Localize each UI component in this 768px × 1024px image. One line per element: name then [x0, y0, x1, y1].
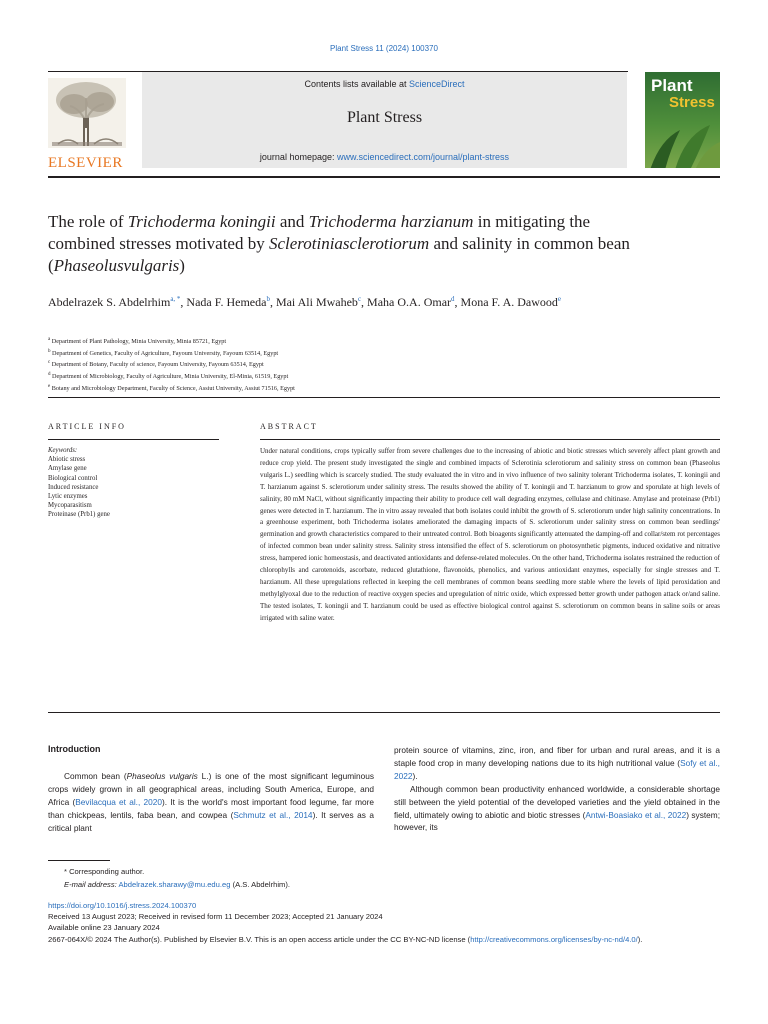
affiliation-item: [48, 382, 720, 394]
affil-text: Department of Genetics, Faculty of Agriculture, Fayoum University, Fayoum 63514, Egypt: [52, 349, 279, 357]
corresponding-footnote: [48, 866, 720, 891]
body-text: L.) is one of the most significant leguminous crops widely grown in all geographical areas, including South America, Europe, and Africa (: [48, 771, 374, 807]
received-dates: Received 13 August 2023; Received in revised form 11 December 2023; Accepted 21 January 2024: [48, 912, 383, 922]
keyword-item: Biological control: [48, 474, 98, 482]
homepage-prefix: journal homepage:: [259, 152, 337, 162]
body-text: ). It serves as a critical plant: [48, 809, 374, 833]
elsevier-tree-icon: [48, 78, 126, 148]
affil-mark: a: [48, 337, 51, 342]
affiliations: [48, 335, 720, 393]
introduction-heading: Introduction: [48, 744, 101, 754]
keywords-label: Keywords:: [48, 447, 78, 454]
email-link[interactable]: Abdelrazek.sharawy@mu.edu.eg: [118, 879, 231, 889]
doi-link[interactable]: https://doi.org/10.1016/j.stress.2024.100370: [48, 901, 197, 910]
journal-citation[interactable]: Plant Stress 11 (2024) 100370: [330, 44, 438, 53]
cover-leaves-icon: [645, 110, 720, 168]
author-name[interactable]: Maha O.A. Omar: [367, 295, 452, 309]
title-species: Phaseolusvulgaris: [53, 256, 180, 275]
cover-title-stress: Stress: [669, 94, 715, 111]
citation-link[interactable]: Schmutz et al., 2014: [233, 809, 313, 820]
affil-text: Department of Botany, Faculty of science, Fayoum University, Fayoum 63514, Egypt: [51, 361, 264, 369]
affil-mark: b: [48, 348, 51, 354]
keyword-item: Induced resistance: [48, 483, 99, 491]
body-text: ) system; however, its: [394, 809, 720, 833]
author-name[interactable]: Abdelrazek S. Abdelrhim: [48, 295, 171, 309]
affil-mark: c: [48, 360, 51, 366]
journal-homepage-link[interactable]: www.sciencedirect.com/journal/plant-stress: [336, 152, 510, 162]
corresponding-line: * Corresponding author.: [64, 867, 145, 876]
email-line: [48, 879, 720, 892]
homepage-line: [142, 152, 627, 162]
abstract-text: Under natural conditions, crops typically suffer from severe challenges due to the increasing of abiotic and biotic stresses which severely affect plant growth and reduce crop yield. The present study investigated the single and combined impacts of Sclerotinia sclerotiorum and salinity stress on common bean (Phaseolus vulgaris L.) seedling which is scarcely studied. The study evaluated the in vitro and in vivo influence of two salinity tolerant Trichoderma isolates, T. koningii and T. harzianum against S. sclerotiorum under salinity stress. The results showed the ability of T. koningii and T. harzianum to grow and sporulate at high levels of salinity, 80 mM NaCl, without significantly impacting their ability to produce cell wall degrading enzymes, cellulase and chitinase. Amylase and proteinase (Prb1) genes were detected in T. harzianum. The in vitro assay revealed that both isolates could inhibit the growth of S. sclerotiorum under high salinity concentrations. In a greenhouse experiment, both Trichoderma isolates ameliorated the damaging impacts of S. sclerotiorum under salinity stress on common bean seedlings' germination and growth characteristics compared to their untreated control. Both bioagents significantly attenuated the damping-off and collar/stem rot percentages of infected common bean under salinity stress. Salinity stress intensified the effect of S. sclerotiorum on photosynthetic pigments, induced oxidative and nitrative stress, hampered ionic homeostasis, and deactivated antioxidants and defense-related molecules. On the other hand, Trichoderma isolates restrained the reduction of chlorophylls and carotenoids, ascorbate, reduced glutathione, flavonoids, phenolics, and various antioxidant enzymes, especially for single stresses and T. harzianum. All these upregulations reflected in keeping the cell membranes of common beans seedling more stable where the levels of lipid peroxidation and methylglyoxal due to the reduction of reactive oxygen species and upregulation of nitric oxide, which expressed better growth under pathogen attack or/and saline. The tested isolates, T. koningii and T. harzianum could be used as effective biological control against S. sclerotiorum on common beans in saline soils or areas irrigated with saline water.: [260, 447, 720, 622]
citation-link[interactable]: Sofy et al., 2022: [394, 757, 720, 781]
keywords-box: [48, 446, 228, 520]
affil-mark: d: [48, 371, 51, 377]
species-name: Phaseolus vulgaris: [126, 771, 198, 781]
author-name[interactable]: Nada F. Hemeda: [186, 295, 267, 309]
citation-link[interactable]: Antwi-Boasiako et al., 2022: [585, 809, 687, 820]
keyword-item: Lytic enzymes: [48, 493, 88, 501]
corresponding-text: Corresponding author.: [69, 867, 145, 876]
paragraph: [394, 783, 720, 835]
paper-title: [48, 211, 648, 277]
author-affil-mark[interactable]: d: [451, 295, 455, 303]
paragraph: [394, 744, 720, 783]
license-text: 2667-064X/© 2024 The Author(s). Published by Elsevier B.V. This is an open access article under the CC BY-NC-ND license (: [48, 934, 471, 944]
article-info-heading: ARTICLE INFO: [48, 422, 126, 431]
affil-text: Department of Plant Pathology, Minia University, Minia 85721, Egypt: [51, 338, 227, 346]
affiliation-item: [48, 347, 720, 359]
body-text: ). It is the world's most important food legume, far more than chickpeas, lentils, faba bean, and cowpea (: [48, 796, 374, 820]
title-text: in mitigating the combined stresses motivated by: [48, 212, 591, 253]
email-suffix: (A.S. Abdelrhim).: [232, 879, 290, 889]
cover-title-plant: Plant: [651, 76, 693, 95]
affiliation-item: [48, 358, 720, 370]
author-affil-mark[interactable]: a, *: [170, 295, 181, 303]
abstract-heading: ABSTRACT: [260, 422, 318, 431]
article-info-rule: [48, 439, 219, 440]
body-text: ).: [412, 770, 418, 781]
affiliation-item: [48, 370, 720, 382]
title-text: ): [179, 256, 185, 275]
license-link[interactable]: http://creativecommons.org/licenses/by-nc-nd/4.0/: [470, 934, 638, 944]
title-species: Trichoderma harzianum: [308, 212, 474, 231]
affil-text: Department of Microbiology, Faculty of Agriculture, Minia University, El-Minia, 61519, Egypt: [52, 373, 289, 381]
author-name[interactable]: Mona F. A. Dawood: [460, 295, 558, 309]
title-species: Sclerotiniasclerotiorum: [268, 234, 430, 253]
body-text: Although common bean productivity enhanced worldwide, a considerable shortage still between the yield potential of the developed varieties and the yield obtained in the field, ultimately owing to abiotic and biotic stresses (: [394, 783, 720, 820]
author-affil-mark[interactable]: c: [357, 295, 362, 303]
license-text: ).: [637, 934, 643, 944]
footnote-rule: [48, 860, 110, 861]
author-affil-mark[interactable]: b: [266, 295, 270, 303]
citation-link[interactable]: Bevilacqua et al., 2020: [75, 796, 162, 807]
title-text: and salinity in common bean (: [48, 234, 630, 275]
keyword-item: Mycoparasitism: [48, 502, 92, 510]
abstract-bottom-rule: [48, 712, 720, 713]
keyword-item: Amylase gene: [48, 465, 87, 473]
title-text: and: [275, 212, 309, 231]
intro-right-column: [394, 744, 720, 834]
journal-cover-image: [645, 72, 720, 168]
contents-prefix: Contents lists available at: [304, 79, 410, 89]
body-text: protein source of vitamins, zinc, iron, and fiber for urban and rural areas, and it is a staple food crop in many developing nations due to its high nutritional value (: [394, 745, 720, 768]
sciencedirect-link[interactable]: ScienceDirect: [409, 79, 465, 89]
title-text: The role of: [48, 212, 128, 231]
intro-left-column: [48, 770, 374, 835]
affiliations-rule: [48, 397, 720, 398]
publication-info: [48, 900, 720, 945]
email-label: E-mail address:: [64, 879, 117, 889]
affiliation-item: [48, 335, 720, 347]
keyword-item: Abiotic stress: [48, 456, 86, 464]
publisher-name: ELSEVIER: [48, 155, 123, 171]
available-online: Available online 23 January 2024: [48, 923, 160, 933]
title-species: Trichoderma koningii: [127, 212, 276, 231]
author-name[interactable]: Mai Ali Mwaheb: [275, 295, 358, 309]
keyword-item: Proteinase (Prb1) gene: [48, 511, 110, 519]
journal-title: Plant Stress: [346, 109, 423, 126]
abstract-rule: [260, 439, 720, 440]
elsevier-logo: [48, 78, 126, 171]
affil-text: Botany and Microbiology Department, Faculty of Science, Assiut University, Assiut 71516, Egypt: [51, 384, 295, 392]
author-list: Abdelrazek S. Abdelrhim$^{a, *}$, Nada F. Hemeda$^b$, Mai Ali Mwaheb$^c$, Maha O.A. Omar$^d$, Mona F. A. Dawood$^e$: [48, 295, 562, 309]
body-text: Common bean (: [64, 771, 127, 781]
contents-line: [142, 79, 627, 89]
header-bottom-rule: [48, 176, 720, 178]
license-line: [48, 934, 720, 945]
author-affil-mark[interactable]: e: [557, 295, 562, 303]
affil-mark: e: [48, 383, 51, 389]
